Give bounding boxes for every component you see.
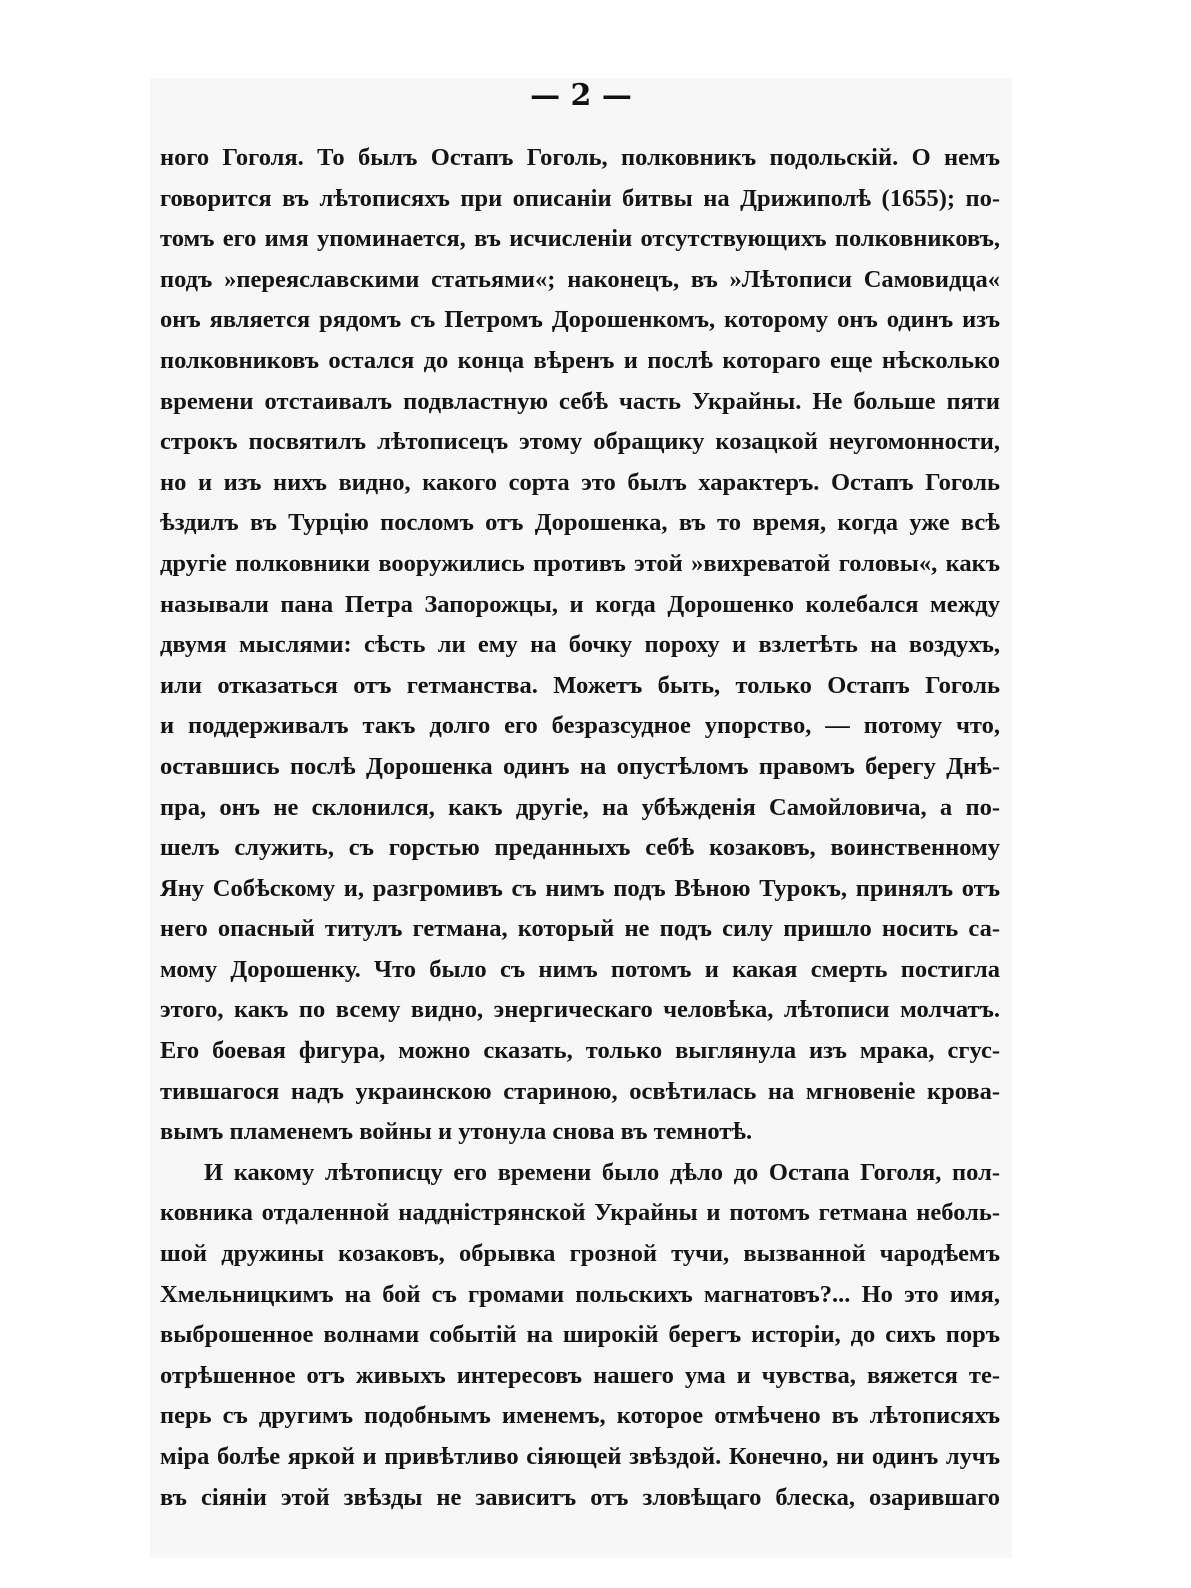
text-line: томъ его имя упоминается, въ исчисленіи отсутствующихъ полковниковъ, — [160, 225, 1000, 253]
text-line: Яну Собѣскому и, разгромивъ съ нимъ подъ Вѣною Турокъ, принялъ отъ — [160, 874, 1000, 902]
text-line: перь съ другимъ подобнымъ именемъ, которое отмѣчено въ лѣтописяхъ — [160, 1402, 1000, 1430]
text-line: міра болѣе яркой и привѣтливо сіяющей звѣздой. Конечно, ни одинъ лучъ — [160, 1443, 1000, 1470]
text-line: него опасный титулъ гетмана, который не подъ силу пришло носить са- — [160, 915, 1000, 943]
page-number: — 2 — — [530, 78, 632, 113]
text-line: другіе полковники вооружились противъ этой »вихреватой головы«, какъ — [160, 549, 1000, 577]
text-line: полковниковъ остался до конца вѣренъ и послѣ котораго еще нѣсколько — [160, 346, 1000, 374]
book-page — [150, 78, 1012, 1558]
text-line: шелъ служить, съ горстью преданныхъ себѣ козаковъ, воинственному — [160, 834, 1000, 862]
text-line: этого, какъ по всему видно, энергическаго человѣка, лѣтописи молчатъ. — [160, 996, 1000, 1024]
text-line: мому Дорошенку. Что было съ нимъ потомъ и какая смерть постигла — [160, 955, 1000, 983]
paragraph-1 — [160, 138, 1000, 1153]
text-line: И какому лѣтописцу его времени было дѣло до Остапа Гоголя, пол- — [204, 1158, 1000, 1186]
text-line: пра, онъ не склонился, какъ другіе, на убѣжденія Самойловича, а по- — [160, 793, 1000, 821]
text-line: времени отстаивалъ подвластную себѣ часть Украйны. Не больше пяти — [160, 387, 1000, 415]
text-line: или отказаться отъ гетманства. Можетъ быть, только Остапъ Гоголь — [160, 671, 1000, 699]
text-line: называли пана Петра Запорожцы, и когда Дорошенко колебался между — [160, 590, 1000, 618]
text-line: оставшись послѣ Дорошенка одинъ на опустѣломъ правомъ берегу Днѣ- — [160, 752, 1000, 780]
text-line: ѣздилъ въ Турцію посломъ отъ Дорошенка, въ то время, когда уже всѣ — [160, 509, 1000, 537]
text-line: вымъ пламенемъ войны и утонула снова въ темнотѣ. — [160, 1118, 753, 1146]
text-line: Его боевая фигура, можно сказать, только выглянула изъ мрака, сгус- — [160, 1037, 1000, 1065]
text-line: онъ является рядомъ съ Петромъ Дорошенкомъ, которому онъ одинъ изъ — [160, 306, 1000, 334]
text-line: тившагося надъ украинскою стариною, освѣтилась на мгновеніе крова- — [160, 1077, 1000, 1105]
text-line: ного Гоголя. То былъ Остапъ Гоголь, полковникъ подольскій. О немъ — [160, 144, 1000, 171]
text-line: но и изъ нихъ видно, какого сорта это былъ характеръ. Остапъ Гоголь — [160, 468, 1000, 496]
text-line: подъ »переяславскими статьями«; наконецъ, въ »Лѣтописи Самовидца« — [160, 265, 1000, 293]
text-line: въ сіяніи этой звѣзды не зависитъ отъ зловѣщаго блеска, озарившаго — [160, 1483, 1000, 1511]
text-line: строкъ посвятилъ лѣтописецъ этому обращику козацкой неугомонности, — [160, 428, 1000, 456]
text-line: говорится въ лѣтописяхъ при описаніи битвы на Дрижиполѣ (1655); по- — [160, 184, 1000, 212]
text-line: и поддерживалъ такъ долго его безразсудное упорство, — потому что, — [160, 712, 1000, 740]
text-line: отрѣшенное отъ живыхъ интересовъ нашего ума и чувства, вяжется те- — [160, 1361, 1000, 1389]
text-line: ковника отдаленной наддністрянской Украйны и потомъ гетмана неболь- — [160, 1199, 1000, 1227]
text-line: выброшенное волнами событій на широкій берегъ исторіи, до сихъ поръ — [160, 1321, 1000, 1349]
text-line: двумя мыслями: сѣсть ли ему на бочку пороху и взлетѣть на воздухъ, — [160, 631, 1000, 659]
paragraph-2 — [160, 1153, 1000, 1518]
text-line: шой дружины козаковъ, обрывка грозной тучи, вызванной чародѣемъ — [160, 1240, 1000, 1268]
body-text — [160, 138, 1000, 1518]
text-line: Хмельницкимъ на бой съ громами польскихъ магнатовъ?... Но это имя, — [160, 1280, 1000, 1308]
